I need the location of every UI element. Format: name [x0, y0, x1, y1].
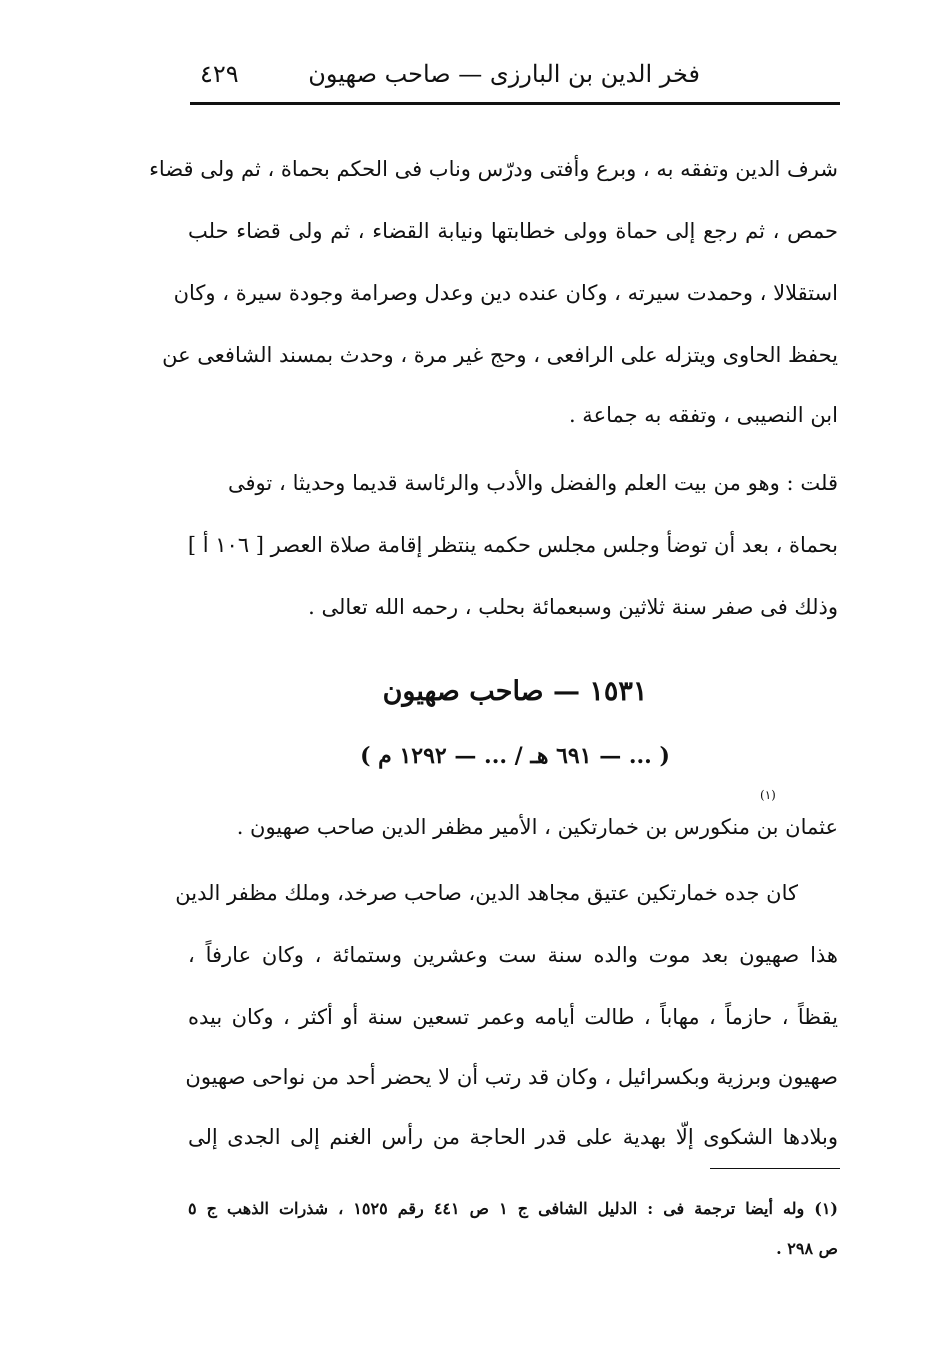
footnote-line: ص ٢٩٨ . — [776, 1239, 838, 1258]
entry-intro: عثمان بن منكورس بن خمارتكين ، الأمير مظفر الدين صاحب صهيون . — [236, 815, 838, 839]
body-line: حمص ، ثم رجع إلى حماة وولى خطابتها ونيابة القضاء ، ثم ولى قضاء حلب — [188, 219, 838, 243]
footnote-rule — [710, 1168, 840, 1169]
body-line: صهيون وبرزية وبكسرائيل ، وكان قد رتب أن لا يحضر أحد من نواحى صهيون — [185, 1065, 838, 1089]
entry-title: ١٥٣١ — صاحب صهيون — [382, 676, 648, 707]
footnote-line: (١) وله أيضا ترجمة فى : الدليل الشافى ج ١ ص ٤٤١ رقم ١٥٢٥ ، شذرات الذهب ج ٥ — [188, 1199, 838, 1218]
body-line: هذا صهيون بعد موت والده سنة ست وعشرين وستمائة ، وكان عارفاً ، — [188, 943, 838, 967]
body-line: شرف الدين وتفقه به ، وبرع وأفتى ودرّس وناب فى الحكم بحماة ، ثم ولى قضاء — [149, 157, 838, 181]
body-line: يحفظ الحاوى ويتزله على الرافعى ، وحج غير مرة ، وحدث بمسند الشافعى عن — [162, 343, 838, 367]
body-line: كان جده خمارتكين عتيق مجاهد الدين، صاحب صرخد، وملك مظفر الدين — [175, 881, 798, 905]
body-line: قلت : وهو من بيت العلم والفضل والأدب والرئاسة قديما وحديثا ، توفى — [228, 471, 838, 495]
running-title: فخر الدين بن البارزى — صاحب صهيون — [308, 60, 700, 88]
body-line: استقلالا ، وحمدت سيرته ، وكان عنده دين وعدل وصرامة وجودة سيرة ، وكان — [173, 281, 838, 305]
header-rule — [190, 102, 840, 105]
page-number: ٤٢٩ — [200, 60, 239, 88]
footnote-marker: (١) — [760, 788, 776, 802]
body-line: بحماة ، بعد أن توضأ وجلس مجلس حكمه ينتظر إقامة صلاة العصر [ ١٠٦ أ ] — [187, 533, 838, 557]
body-line: ابن النصيبى ، وتفقه به جماعة . — [568, 403, 838, 427]
body-line: وبلادها الشكوى إلّا بهدية على قدر الحاجة من رأس الغنم إلى الجدى إلى — [188, 1125, 838, 1149]
entry-dates: ( ... — ٦٩١ هـ / ... — ١٢٩٢ م ) — [360, 743, 670, 769]
body-line: يقظاً ، حازماً ، مهاباً ، طالت أيامه وعمر تسعين سنة أو أكثر ، وكان بيده — [188, 1005, 838, 1029]
page-header — [190, 50, 840, 98]
body-line: وذلك فى صفر سنة ثلاثين وسبعمائة بحلب ، رحمه الله تعالى . — [308, 595, 838, 619]
